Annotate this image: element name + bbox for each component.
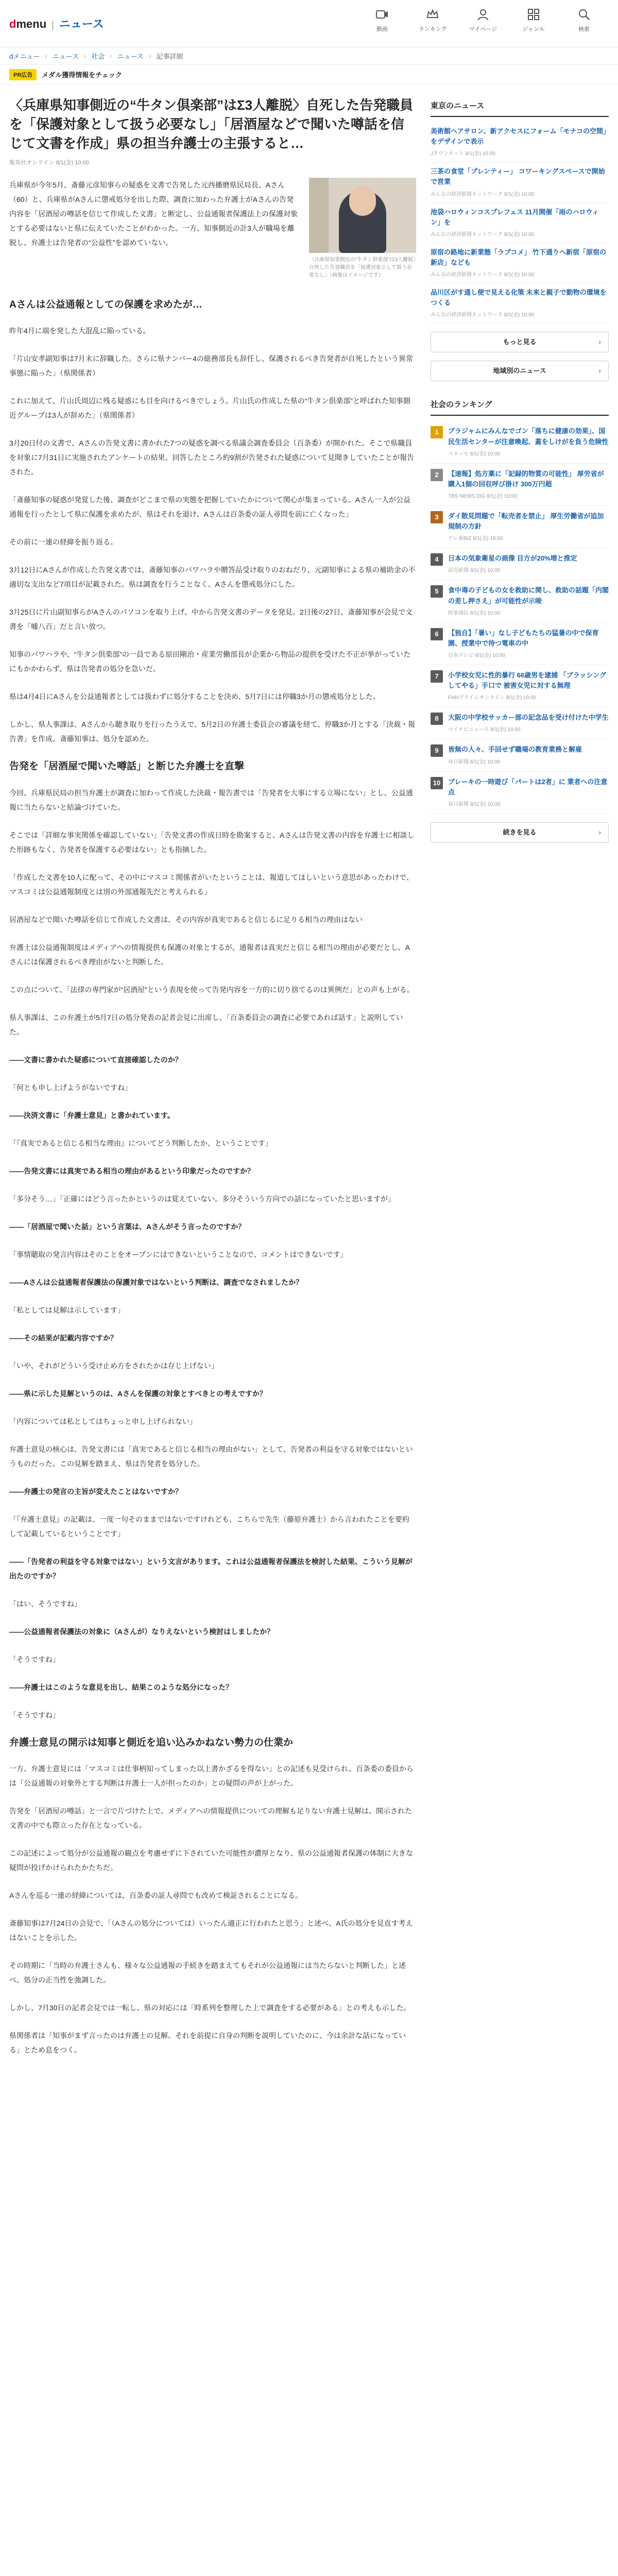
rank-number-badge: 6 — [431, 628, 443, 640]
ranking-item[interactable] — [431, 421, 609, 463]
latest-news-item[interactable] — [431, 122, 609, 162]
region-news-button[interactable] — [431, 361, 609, 381]
ranking-title[interactable]: 日本の気象衛星の画像 目方が20%増と推定 — [448, 554, 577, 563]
chevron-right-icon: › — [598, 828, 601, 836]
ranking-body — [448, 585, 609, 616]
section-heading: Aさんは公益通報としての保護を求めたが… — [9, 299, 202, 310]
ranking-meta: 読売新聞 8/1(金) 10:00 — [448, 568, 501, 574]
ranking-body — [448, 511, 609, 541]
chevron-right-icon: › — [598, 367, 601, 375]
article-paragraph: 「片山安孝副知事は7月末に辞職した。さらに県ナンバー4の総務部長も辞任し、保護されるべき告発者が自死したという異常事態に陥った」（県関係者） — [9, 354, 413, 378]
article-paragraph: 「いや、それがどういう受け止め方をされたかは存じ上げない」 — [9, 1361, 218, 1370]
nav-item-search[interactable] — [564, 7, 604, 33]
article-paragraph: 県は4月4日にAさんを公益通報者としては扱わずに処分することを決め、5月7日には停職3か月の懲戒処分とした。 — [9, 692, 380, 701]
search-icon — [577, 7, 591, 22]
top-navigation — [363, 7, 604, 33]
ranking-meta: マイナビニュース 8/1(金) 10:00 — [448, 727, 521, 733]
ranking-body — [448, 670, 609, 701]
rank-number-badge: 5 — [431, 585, 443, 598]
nav-item-label: 検索 — [578, 26, 590, 32]
interview-question: ——Aさんは公益通報者保護法の保護対象ではないという判断は、調査でなされましたか？ — [9, 1278, 303, 1286]
article-paragraph: 「何とも申し上げようがないですね」 — [9, 1083, 132, 1092]
article-byline: 集英社オンライン 8/1(金) 10:00 — [9, 159, 89, 166]
article-paragraph: この点について、「法律の専門家が“居酒屋”という表現を使って告発内容を一方的に切り捨てるのは異例だ」との声も上がる。 — [9, 985, 414, 994]
rank-number-badge: 7 — [431, 670, 443, 683]
article-paragraph: 「そうですね」 — [9, 1710, 60, 1719]
interview-question: ——弁護士はこのような意見を出し、結果このような処分になった？ — [9, 1683, 233, 1691]
article-photo[interactable] — [309, 178, 416, 279]
lead-paragraph: 兵庫県が今年5月、斎藤元彦知事らの疑惑を文書で告発した元西播磨県民局長、Aさん（60）と、兵庫県がAさんに懲戒処分を出した際、調査に加わった弁護士がAさんの告発内容を「居酒屋の噂話を信じて作成した文書」と断定し、公益通報者保護法上の保護対象とする必要はないと県に伝えていたことがわかった。一方、知事側近の計3人が職場を離脱し、弁護士は告発者の“公益性”を認めていない。 — [9, 180, 298, 247]
latest-news-list — [431, 122, 609, 324]
ranking-item[interactable] — [431, 464, 609, 506]
ranking-more-button[interactable] — [431, 822, 609, 843]
interview-question: ——決済文書に「弁護士意見」と書かれています。 — [9, 1111, 175, 1120]
grid-icon — [526, 7, 541, 22]
ranking-heading: 社会のランキング — [431, 395, 609, 416]
article-paragraph: 「『弁護士意見』の記載は、一度一句そのままではないですけれども、こちらで先生（藤原弁護士）から言われたことを要約して記載しているということです」 — [9, 1515, 409, 1538]
latest-news-meta: みんなの経済新聞ネットワーク 8/1(金) 10:00 — [431, 191, 535, 197]
latest-news-meta: みんなの経済新聞ネットワーク 8/1(金) 10:00 — [431, 272, 535, 278]
ranking-body — [448, 744, 582, 765]
logo-news[interactable]: ニュース — [59, 18, 104, 30]
article-paragraph: 3月25日に片山副知事らがAさんのパソコンを取り上げ、中から告発文書のデータを発見。2日後の27日、斎藤知事が会見で文書を「嘘八百」だと言い放つ。 — [9, 608, 413, 631]
latest-news-title[interactable]: 原宿の路地に新業態「ラブコメ」 竹下通りへ新宿「原宿の新店」なども — [431, 248, 606, 266]
latest-news-title[interactable]: 品川区がす通し便で見える化策 未来と親子で動物の環境をつくる — [431, 289, 607, 307]
latest-news-meta: みんなの経済新聞ネットワーク 8/1(金) 10:00 — [431, 312, 535, 318]
nav-item-video[interactable] — [363, 7, 402, 33]
ranking-title[interactable]: ブラジャムにみんなでゴン「落ちに健康の効果」、国民生活センターが注意喚起、蓋をしけがを負う危険性 — [448, 427, 609, 446]
nav-item-user[interactable] — [464, 7, 503, 33]
article-paragraph: 今回、兵庫県民局の担当弁護士が調査に加わって作成した決裁・報告書では「告発者を大事にする立場にない」とし、公益通報に当たらないと結論づけていた。 — [9, 788, 413, 811]
ranking-more-label: 続きを見る — [503, 828, 537, 836]
latest-news-heading: 東京のニュース — [431, 96, 609, 117]
photo-caption: 〈兵庫県知事側近の“牛タン倶楽部”は3人離脱〉自死した告発職員を「保護対象として扱う必要なし」（画像はイメージです） — [309, 257, 416, 278]
ranking-title[interactable]: 大阪の中学校サッカー部の記念品を受け付けた中学生 — [448, 714, 609, 722]
article-paragraph: 告発を「居酒屋の噂話」と一言で片づけた上で、メディアへの情報提供についての理解も足りない弁護士見解は、開示された文書の中でも際立った存在となっている。 — [9, 1807, 413, 1830]
nav-item-label: ジャンル — [522, 26, 545, 32]
latest-news-meta: Jタウンネット 8/1(金) 10:00 — [431, 151, 495, 157]
ranking-item[interactable] — [431, 665, 609, 707]
ranking-title[interactable]: ダイ散見問題で「転売者を禁止」 厚生労働省が追加規制の方針 — [448, 512, 604, 531]
ranking-meta: ベネッセ 8/1(金) 10:00 — [448, 451, 501, 457]
article-paragraph: 弁護士意見の核心は、告発文書には「真実であると信じる相当の理由がない」として、告発者の利益を守る対象ではないというものだった。この見解を踏まえ、県は告発者を処分した。 — [9, 1445, 413, 1468]
breadcrumb-separator: › — [45, 52, 47, 60]
rank-number-badge: 4 — [431, 553, 443, 566]
article-paragraph: 「『真実であると信じる相当な理由』についてどう判断したか、ということです」 — [9, 1139, 272, 1147]
article-paragraph: 「私としては見解は示しています」 — [9, 1306, 125, 1314]
article-sections — [9, 298, 416, 2058]
article-paragraph: しかし、県人事課は、Aさんから聴き取りを行ったうえで、5月2日の弁護士委員会の審議を経て、停職3か月とする「決裁・報告書」を作成。斎藤知事は、処分を認めた。 — [9, 720, 416, 743]
rank-number-badge: 2 — [431, 469, 443, 481]
article-paragraph: 昨年4月に端を発した大混乱に陥っている。 — [9, 327, 150, 335]
ranking-meta: テレ東BIZ 8/1(金) 10:00 — [448, 536, 503, 542]
ranking-body — [448, 713, 609, 733]
article-paragraph: 「内容については私としてはちょっと申し上げられない」 — [9, 1417, 197, 1426]
promo-bar[interactable] — [0, 65, 618, 84]
breadcrumb — [0, 47, 618, 65]
breadcrumb-separator: › — [149, 52, 151, 60]
logo-menu: menu — [16, 18, 47, 30]
article-paragraph: その時期に「当時の弁護士さんも、様々な公益通報の手続きを踏まえてもそれが公益通報には当たらないと判断した」と述べ、処分の正当性を強調した。 — [9, 1961, 406, 1985]
article-main — [9, 96, 416, 2071]
interview-question: ——「居酒屋で聞いた話」という言葉は、Aさんがそう言ったのですか？ — [9, 1222, 246, 1231]
breadcrumb-separator: › — [110, 52, 112, 60]
ranking-body — [448, 553, 577, 573]
article-paragraph: これに加えて、片山氏周辺に残る疑惑にも目を向けるべきでしょう。片山氏の作成した県の“牛タン倶楽部”と呼ばれた知事側近グループは3人が辞めた」（県関係者） — [9, 397, 411, 420]
ranking-title[interactable]: 皆無の人々、手回せず職場の教育業務と解雇 — [448, 745, 582, 754]
region-news-label: 地域別のニュース — [493, 367, 546, 375]
section-heading: 告発を「居酒屋で聞いた噂話」と断じた弁護士を直撃 — [9, 761, 245, 772]
dmenu-logo[interactable] — [9, 18, 46, 31]
video-icon — [375, 7, 389, 22]
latest-news-title[interactable]: 美術館ヘアサロン、新アクセスにフォーム「モナコの空間」をデザインで表示 — [431, 127, 607, 146]
breadcrumb-item[interactable]: 社会 — [91, 53, 105, 60]
interview-question: ——「告発者の利益を守る対象ではない」という文言があります。これは公益通報者保護法を検討した結果、こういう見解が出たのですか？ — [9, 1557, 413, 1580]
interview-question: ——公益通報者保護法の対象に（Aさんが）なりえないという検討はしましたか？ — [9, 1627, 274, 1636]
breadcrumb-item[interactable]: ニュース — [117, 53, 144, 60]
interview-question: ——その結果が記載内容ですか？ — [9, 1333, 117, 1342]
nav-item-label: マイページ — [469, 26, 497, 32]
breadcrumb-item: 記事詳細 — [156, 53, 183, 60]
interview-question: ——県に示した見解というのは、Aさんを保護の対象とすべきとの考えですか？ — [9, 1389, 267, 1398]
nav-item-grid[interactable] — [514, 7, 553, 33]
rank-number-badge: 3 — [431, 511, 443, 523]
chevron-right-icon: › — [598, 338, 601, 346]
breadcrumb-item[interactable]: ニュース — [52, 53, 79, 60]
promo-tag: PR広告 — [9, 69, 37, 80]
article-paragraph: 県関係者は「知事がまず言ったのは弁護士の見解。それを前提に自身の判断を説明していたのに、今は余計な話になっている」とため息をつく。 — [9, 2031, 406, 2055]
ranking-meta: TBS NEWS DIG 8/1(金) 10:00 — [448, 493, 517, 499]
article-paragraph: 「多分そう…」「正確にはどう言ったかというのは覚えていない。多分そういう方向での話になっていたと思いますが」 — [9, 1194, 395, 1203]
ranking-body — [448, 777, 609, 807]
photo-image[interactable] — [309, 178, 416, 253]
latest-news-item[interactable] — [431, 203, 609, 243]
logo-d: d — [9, 18, 16, 30]
article-paragraph: 斎藤知事は7月24日の会見で、「（Aさんの処分については）いったん適正に行われたと思う」と述べ、A氏の処分を見直す考えはないことを示した。 — [9, 1919, 413, 1942]
ranking-list — [431, 421, 609, 814]
rank-number-badge: 1 — [431, 426, 443, 438]
latest-news-item[interactable] — [431, 283, 609, 324]
more-news-label: もっと見る — [503, 338, 537, 346]
article-paragraph: 知事のパワハラや、“牛タン倶楽部”の一員である原田剛治・産業労働部長が企業から物品の提供を受けた不正が挙がっていたにもかかわらず、県は告発者の処分を急いだ。 — [9, 650, 411, 673]
crown-icon — [425, 7, 440, 22]
interview-question: ——文書に書かれた疑惑について直接確認したのか？ — [9, 1055, 182, 1064]
site-header — [0, 0, 618, 47]
ranking-title[interactable]: 食中毒の子どもの女を救助に関し、救助の話題「内閣の差し押さえ」が可能性が示唆 — [448, 586, 609, 605]
nav-item-label: 動画 — [376, 26, 388, 32]
ranking-meta: 毎日新聞 8/1(金) 10:00 — [448, 759, 501, 765]
sidebar — [431, 96, 609, 2071]
article-paragraph: 「斎藤知事の疑惑が発覚した後、調査がどこまで県の実態を把握していたかについて関心が集まっている。Aさん一人が公益通報を行ったとして県に保護を求めたが、県はそれを退け、Aさんは百条委の証人尋問を前に亡くなった」 — [9, 496, 411, 519]
ranking-item[interactable] — [431, 580, 609, 622]
article-paragraph: 「はい、そうですね」 — [9, 1599, 81, 1608]
ranking-title[interactable]: 【独自】「暑い」なし子どもたちの猛暑の中で保育園、授業中で待つ電車の中 — [448, 629, 599, 647]
latest-news-meta: みんなの経済新聞ネットワーク 8/1(金) 10:00 — [431, 231, 535, 238]
article-paragraph: 居酒屋などで聞いた噂話を信じて作成した文書は、その内容が真実であると信じるに足りる相当の理由はない — [9, 915, 363, 924]
rank-number-badge: 10 — [431, 777, 443, 789]
rank-number-badge: 9 — [431, 744, 443, 757]
ranking-item[interactable] — [431, 506, 609, 548]
article-paragraph: 「事情聴取の発言内容はそのことをオープンにはできないということなので、コメントはできないです」 — [9, 1250, 348, 1259]
article-paragraph: しかし、7月30日の記者会見では一転し、県の対応には「時系列を整理した上で調査をする必要がある」との考えも示した。 — [9, 2004, 411, 2012]
article-title: 〈兵庫県知事側近の“牛タン倶楽部”はΣ3人離脱〉自死した告発職員を「保護対象として扱う必要なし」「居酒屋などで聞いた噂話を信じて文書を作成」県の担当弁護士の主張すると… — [9, 97, 414, 151]
ranking-item[interactable] — [431, 772, 609, 814]
page-body — [0, 84, 618, 2071]
ranking-body — [448, 628, 609, 658]
ranking-meta: 毎日新聞 8/1(金) 10:00 — [448, 801, 501, 807]
promo-text[interactable]: メダル獲得情報をチェック — [42, 71, 122, 79]
rank-number-badge: 8 — [431, 713, 443, 725]
article-paragraph: 「作成した文書を10人に配って、その中にマスコミ関係者がいたということは、報道してほしいという意思があったわけで、マスコミは公益通報制度とは別の外部通報先だと考えられる」 — [9, 873, 414, 896]
ranking-body — [448, 426, 609, 456]
ranking-meta: FNNプライムオンライン 8/1(金) 10:00 — [448, 695, 537, 701]
section-heading: 弁護士意見の開示は知事と側近を追い込みかねない勢力の仕業か — [9, 1737, 294, 1748]
site-logo[interactable] — [9, 15, 104, 31]
latest-news-item[interactable] — [431, 162, 609, 202]
article-paragraph: 「そうですね」 — [9, 1655, 60, 1664]
ranking-meta: 時事通信 8/1(金) 10:00 — [448, 610, 501, 616]
user-icon — [476, 7, 490, 22]
article-paragraph: 弁護士は公益通報制度はメディアへの情報提供も保護の対象とするが、通報者は真実だと信じる相当の理由が必要だとし、Aさんには保護されるべき理由がないと判断した。 — [9, 943, 410, 966]
article-paragraph: その前に一連の経緯を振り返る。 — [9, 538, 117, 547]
breadcrumb-separator: › — [83, 52, 87, 60]
ranking-item[interactable] — [431, 739, 609, 771]
ranking-item[interactable] — [431, 623, 609, 665]
ranking-title[interactable]: 小学校女児に性的暴行 66歳男を逮捕 「ブラッシングしてやる」手口で 被害女児に対する無理 — [448, 671, 606, 690]
article-paragraph: 3月20日付の文書で、Aさんの告発文書に書かれた7つの疑惑を調べる県議会調査委員会（百条委）が開かれた。そこで県職員を対象に7月31日に実施されたアンケートの結果、回答したところ約9割が告発された疑惑について見聞きしていたことが報告された。 — [9, 439, 415, 477]
article-paragraph: そこでは「詳細な事実関係を確認していない」「告発文書の作成日時を勘案すると、Aさんは告発文書の内容を弁護士に相談した形跡もなく、告発者を保護する必要はない」とも指摘した。 — [9, 831, 415, 854]
latest-news-title[interactable]: 三茶の食堂「プレンティー」 コワーキングスペースで開始で営業 — [431, 167, 605, 186]
breadcrumb-item[interactable]: dメニュー — [9, 53, 40, 60]
ranking-title[interactable]: ブレーキの一時遊び「パートは2者」に 業者への注意点 — [448, 777, 608, 796]
ranking-meta: 日本テレビ 8/1(金) 10:00 — [448, 652, 505, 658]
latest-news-title[interactable]: 池袋ハロウィンコスプレフェス 11月開催「雨のハロウィン」を — [431, 208, 599, 226]
latest-news-item[interactable] — [431, 243, 609, 283]
more-news-button[interactable] — [431, 332, 609, 352]
logo-separator: | — [52, 20, 54, 30]
article-paragraph: この記述によって処分が公益通報の観点を考慮せずに下されていた可能性が濃厚となり、県の公益通報者保護の体制に大きな疑問が投げかけられたかたちだ。 — [9, 1849, 413, 1872]
ranking-item[interactable] — [431, 548, 609, 580]
photo-face — [349, 186, 376, 216]
article-lead — [9, 178, 416, 279]
article-paragraph: 3月12日にAさんが作成した告発文書では、斎藤知事のパワハラや贈答品受け取りのおねだり、元副知事による県の補助金の不適切な支出など7項目が記載された。県は調査を行うことなく、Aさんを懲戒処分にした。 — [9, 566, 416, 589]
ranking-body — [448, 469, 609, 499]
ranking-item[interactable] — [431, 707, 609, 739]
interview-question: ——弁護士の発言の主旨が変えたことはないですか？ — [9, 1487, 182, 1496]
nav-item-crown[interactable] — [413, 7, 452, 33]
article-paragraph: Aさんを巡る一連の経緯については、百条委の証人尋問でも改めて検証されることになる。 — [9, 1891, 303, 1900]
interview-question: ——告発文書には真実である相当の理由があるという印象だったのですか？ — [9, 1166, 254, 1175]
photo-wall — [309, 178, 329, 253]
ranking-title[interactable]: 【速報】処方薬に「記録的物質の可能性」 厚労省が購入1個の回収呼び掛け 300万円超 — [448, 469, 604, 488]
article-paragraph: 一方、弁護士意見には「マスコミは仕事柄知ってしまった以上書かざるを得ない」との記述も見受けられ、百条委の委員からは「公益通報の対象外とする判断は弁護士一人が担ったのか」との疑問の声が上がった。 — [9, 1765, 414, 1788]
nav-item-label: ランキング — [418, 26, 447, 32]
article-paragraph: 県人事課は、この弁護士が5月7日の処分発表の記者会見に出席し、「百条委員会の調査に必要であれば話す」と説明していた。 — [9, 1013, 403, 1036]
